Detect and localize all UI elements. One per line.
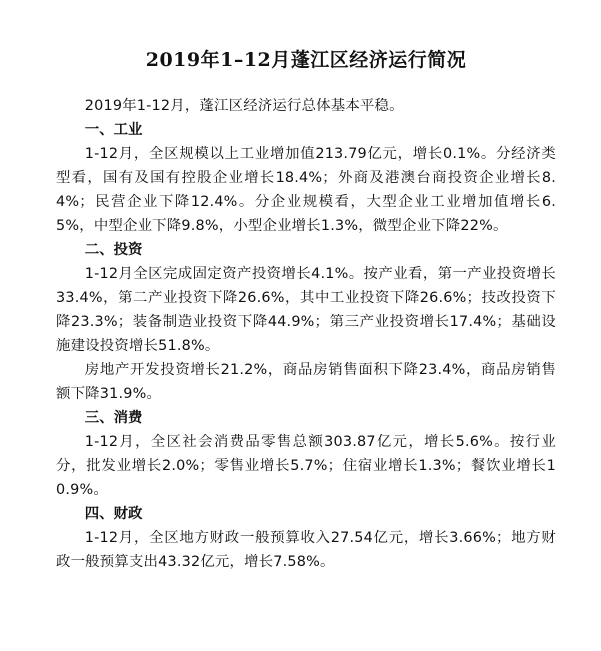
section-finance [56,502,556,574]
intro-paragraph: 2019年1-12月，蓬江区经济运行总体基本平稳。 [84,98,404,114]
consumption-paragraph: 1-12月，全区社会消费品零售总额303.87亿元，增长5.6%。按行业分，批发业增长2.0%；零售业增长5.7%；住宿业增长1.3%；餐饮业增长10.9%。 [56,434,556,498]
finance-paragraph: 1-12月，全区地方财政一般预算收入27.54亿元，增长3.66%；地方财政一般预算支出43.32亿元，增长7.58%。 [56,530,556,570]
real-estate-paragraph: 房地产开发投资增长21.2%，商品房销售面积下降23.4%，商品房销售额下降31.9%。 [56,362,556,402]
document-title: 2019年1–12月蓬江区经济运行简况 [145,49,467,71]
section-heading-consumption: 三、消费 [84,410,143,426]
section-heading-finance: 四、财政 [84,506,143,522]
section-heading-investment: 二、投资 [84,242,143,258]
section-investment [56,238,556,406]
document [56,46,556,574]
section-industry [56,118,556,238]
section-heading-industry: 一、工业 [84,122,143,138]
industry-paragraph: 1-12月，全区规模以上工业增加值213.79亿元，增长0.1%。分经济类型看，国有及国有控股企业增长18.4%；外商及港澳台商投资企业增长8.4%；民营企业下降12.4%。分企业规模看，大型企业工业增加值增长6.5%，中型企业下降9.8%，小型企业增长1.3%，微型企业下降22%。 [56,146,556,234]
investment-paragraph: 1-12月全区完成固定资产投资增长4.1%。按产业看，第一产业投资增长33.4%，第二产业投资下降26.6%，其中工业投资下降26.6%；技改投资下降23.3%；装备制造业投资下降44.9%；第三产业投资增长17.4%；基础设施建设投资增长51.8%。 [56,266,556,354]
section-consumption [56,406,556,502]
